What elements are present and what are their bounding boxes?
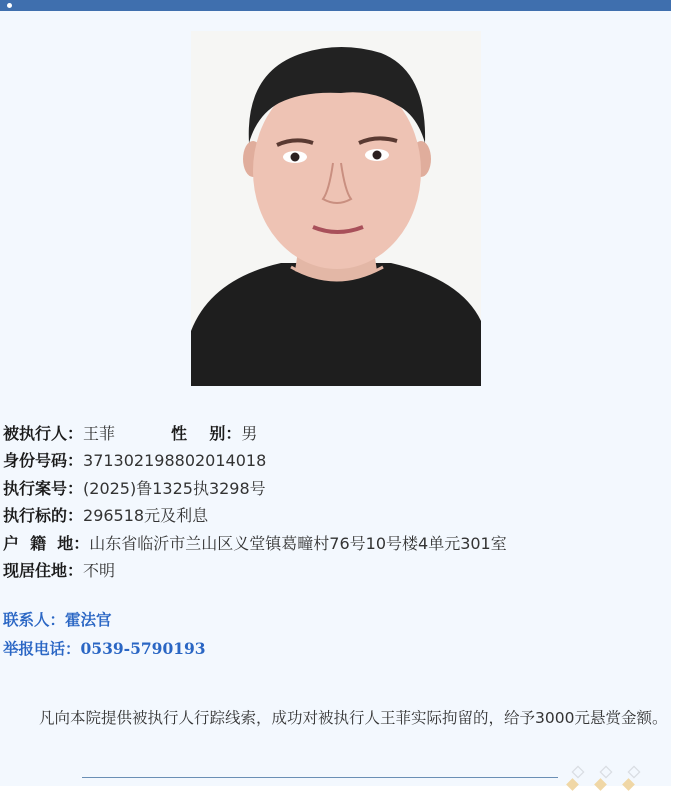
id-value: 371302198802014018: [83, 451, 267, 471]
person-photo: [191, 31, 481, 386]
target-value: 296518元及利息: [83, 506, 209, 526]
report-phone-label: 举报电话：: [3, 640, 81, 658]
row-case: [3, 475, 507, 502]
household-label: 户 籍 地：: [3, 533, 90, 553]
row-id: [3, 447, 507, 474]
row-name-gender: [3, 420, 507, 447]
target-label: 执行标的：: [3, 506, 84, 526]
top-accent-bar: [0, 0, 671, 11]
name-value: 王菲: [83, 424, 116, 443]
residence-value: 不明: [83, 560, 116, 580]
bullet-dot-icon: [7, 3, 12, 8]
row-household: [3, 530, 507, 557]
name-label: 被执行人：: [3, 424, 84, 443]
household-value: 山东省临沂市兰山区义堂镇葛疃村76号10号楼4单元301室: [89, 533, 507, 553]
id-label: 身份号码：: [3, 451, 84, 471]
report-phone-value: 0539-5790193: [80, 639, 206, 658]
report-phone: [3, 637, 206, 659]
divider-line: [82, 777, 558, 778]
gender-value: 男: [241, 424, 258, 443]
case-label: 执行案号：: [3, 478, 84, 498]
reward-notice: 凡向本院提供被执行人行踪线索，成功对被执行人王菲实际拘留的，给予3000元悬赏金额。: [39, 709, 668, 727]
gender-label: 性 别：: [171, 424, 242, 443]
contact-person: [3, 608, 112, 630]
case-value: (2025)鲁1325执3298号: [83, 478, 266, 498]
contact-person-value: 霍法官: [65, 611, 112, 629]
debtor-info: [3, 420, 507, 584]
row-target: [3, 502, 507, 529]
diamond-decoration-icon: [560, 764, 660, 798]
row-residence: [3, 557, 507, 584]
residence-label: 现居住地：: [3, 560, 84, 580]
contact-person-label: 联系人：: [3, 611, 66, 629]
